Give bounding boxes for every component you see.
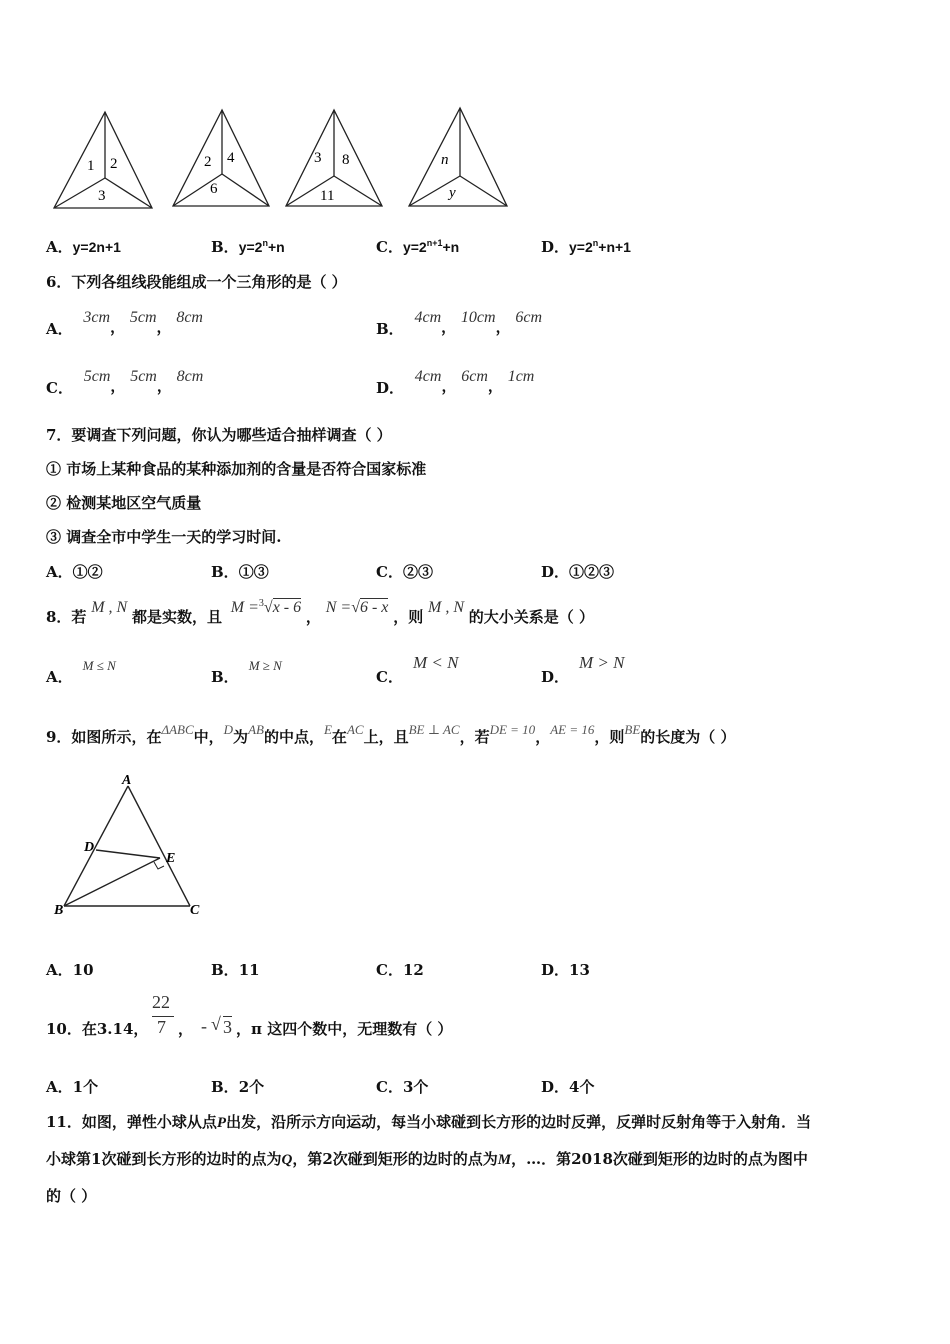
q6-option-a <box>46 306 203 338</box>
q6-stem: 6．下列各组线段能组成一个三角形的是（ ） <box>46 273 347 291</box>
option-label: A． <box>46 961 73 979</box>
length-a: 4cm <box>414 309 442 326</box>
option-text: 4个 <box>569 1078 595 1096</box>
q9-triangle-figure <box>50 772 210 922</box>
option-text: 2个 <box>238 1078 265 1096</box>
option-text: 10 <box>72 961 94 979</box>
q9-t1: 中， <box>193 728 224 746</box>
q8-eq-n: N = <box>325 599 352 616</box>
fig-label-d: D <box>84 840 95 855</box>
q9-t7: ，则 <box>594 728 625 746</box>
q11-text: 次碰到矩形的边时的点为 <box>332 1150 498 1168</box>
option-label: A． <box>46 563 73 581</box>
q8-option-c <box>376 652 459 686</box>
radical-icon: √ <box>263 599 273 616</box>
q8-rad-m: x - 6 <box>272 599 302 616</box>
fig4-a: n <box>441 152 449 168</box>
q11-text: ，…．第 <box>511 1150 572 1168</box>
segment-de <box>96 850 160 858</box>
fraction-numerator: 22 <box>152 992 170 1012</box>
option-label: C． <box>376 1078 403 1096</box>
option-text-post: +n <box>267 239 285 255</box>
option-label: C． <box>376 961 403 979</box>
q11-num: 2018 <box>571 1150 613 1168</box>
q11-point-m: M <box>497 1152 512 1168</box>
option-label: A． <box>46 238 73 256</box>
fig2-a: 2 <box>204 154 212 170</box>
length-c: 6cm <box>515 309 543 326</box>
q11-text: 11．如图，弹性小球从点 <box>46 1113 217 1131</box>
length-c: 8cm <box>176 368 204 385</box>
fig1-b: 2 <box>110 156 118 172</box>
option-text: 1个 <box>72 1078 99 1096</box>
triangle-figure-4 <box>409 108 507 206</box>
side-ab <box>64 786 128 906</box>
q9-ae: AE = 16 <box>550 722 595 737</box>
length-b: 6cm <box>461 368 488 385</box>
fig4-c: y <box>449 185 456 201</box>
q10-neg: - <box>201 1016 207 1036</box>
option-text: M < N <box>412 653 459 672</box>
q11-line-3: 的（ ） <box>46 1187 97 1205</box>
q9-option-c <box>376 959 424 980</box>
option-text: M > N <box>579 653 625 672</box>
triangle-figure-2 <box>173 110 269 206</box>
q9-option-a <box>46 959 94 980</box>
sep: ， <box>156 377 172 395</box>
q11-text: ，第 <box>292 1150 323 1168</box>
q11-line-2 <box>46 1148 808 1169</box>
q8-t2: ，则 <box>393 608 424 626</box>
option-label: B． <box>211 563 239 581</box>
option-label: D． <box>376 379 405 397</box>
q10-option-a <box>46 1076 98 1097</box>
option-label: A． <box>46 1078 73 1096</box>
q8-t1: 都是实数，且 <box>132 608 223 626</box>
option-label: B． <box>211 668 239 686</box>
q5-option-b <box>211 236 285 257</box>
option-text: 3个 <box>402 1078 429 1096</box>
q9-option-b <box>211 959 260 980</box>
q9-ab: AB <box>248 722 264 737</box>
radical-icon: √ <box>211 1014 221 1034</box>
option-label: B． <box>211 961 239 979</box>
sep: ， <box>110 377 126 395</box>
fig2-b: 4 <box>227 150 235 166</box>
length-a: 4cm <box>414 368 442 385</box>
q8-option-b <box>211 654 282 686</box>
option-text: 12 <box>402 961 424 979</box>
fig3-b: 8 <box>342 152 350 168</box>
option-text: ①②③ <box>569 563 615 581</box>
q10-t2: ，π 这四个数中，无理数有（ ） <box>236 1020 453 1038</box>
fig-label-c: C <box>190 903 200 918</box>
option-text: y=2 <box>238 239 263 255</box>
q10-option-d <box>541 1076 594 1097</box>
q11-text: 出发，沿所示方向运动，每当小球碰到长方形的边时反弹，反弹时反射角等于入射角．当 <box>226 1113 812 1131</box>
option-sup: n <box>592 238 599 248</box>
q7-item-2: ② 检测某地区空气质量 <box>46 494 202 512</box>
option-text-post: +n+1 <box>598 239 631 255</box>
q8-rad-n: 6 - x <box>359 599 389 616</box>
q9-t5: 上，且 <box>363 728 409 746</box>
q9-t2: 为 <box>233 728 249 746</box>
sep: ， <box>487 377 503 395</box>
q6-option-b <box>376 306 543 338</box>
q8-comma: ， <box>305 608 321 626</box>
fig-label-e: E <box>166 851 176 866</box>
fig-label-b: B <box>54 903 64 918</box>
option-text-post: +n <box>442 239 460 255</box>
fig3-a: 3 <box>314 150 322 166</box>
option-label: D． <box>541 1078 570 1096</box>
sep: ， <box>110 318 126 336</box>
q9-perp: BE ⊥ AC <box>408 722 460 737</box>
q7-item-3: ③ 调查全市中学生一天的学习时间. <box>46 528 282 546</box>
option-label: C． <box>376 668 403 686</box>
q11-point-q: Q <box>281 1152 293 1168</box>
q9-stem <box>46 718 736 746</box>
q9-t4: 在 <box>331 728 347 746</box>
option-text: y=2 <box>569 239 593 255</box>
option-sup: n <box>262 238 268 248</box>
length-b: 5cm <box>129 309 157 326</box>
q11-text: 次碰到矩形的边时的点为图中 <box>612 1150 808 1168</box>
right-angle-mark <box>154 862 164 869</box>
q7-option-d <box>541 561 614 582</box>
q11-num: 1 <box>91 1150 102 1168</box>
radical-icon: √ <box>351 599 360 616</box>
option-sup: n+1 <box>426 238 443 248</box>
q7-option-c <box>376 561 433 582</box>
length-a: 5cm <box>83 368 111 385</box>
q7-stem: 7．要调查下列问题，你认为哪些适合抽样调查（ ） <box>46 426 392 444</box>
q9-de: DE = 10 <box>489 722 536 737</box>
q9-d: D <box>223 722 234 737</box>
option-label: B． <box>211 1078 239 1096</box>
q9-comma: ， <box>535 728 551 746</box>
fig3-c: 11 <box>320 188 335 204</box>
option-text: 13 <box>569 961 590 979</box>
length-c: 1cm <box>507 368 535 385</box>
side-ac <box>128 786 190 906</box>
option-text: y=2n+1 <box>72 239 121 255</box>
q5-option-d <box>541 236 631 257</box>
q9-tri: ΔABC <box>161 722 194 737</box>
q7-option-b <box>211 561 269 582</box>
option-label: A． <box>46 320 73 338</box>
q10-option-b <box>211 1076 264 1097</box>
length-a: 3cm <box>83 309 111 326</box>
option-label: D． <box>541 668 570 686</box>
option-text: y=2 <box>402 239 427 255</box>
segment-be <box>64 858 160 906</box>
q8-num: 8．若 <box>46 608 87 626</box>
q11-point-p: P <box>216 1115 227 1131</box>
q9-t3: 的中点， <box>263 728 324 746</box>
q8-option-a <box>46 654 116 686</box>
sep: ， <box>495 318 511 336</box>
sep: ， <box>441 377 457 395</box>
q8-cube-index: 3 <box>258 598 264 609</box>
q10-t1: ， <box>178 1020 194 1038</box>
q11-text: 次碰到长方形的边时的点为 <box>101 1150 282 1168</box>
q8-option-d <box>541 652 625 686</box>
option-label: D． <box>541 961 570 979</box>
q5-figures <box>40 100 520 218</box>
q9-be: BE <box>624 722 641 737</box>
q7-item-1: ① 市场上某种食品的某种添加剂的含量是否符合国家标准 <box>46 460 427 478</box>
q5-option-c <box>376 236 459 257</box>
length-c: 8cm <box>176 309 203 326</box>
option-label: D． <box>541 563 570 581</box>
option-text: M ≥ N <box>248 658 282 673</box>
q7-option-a <box>46 561 103 582</box>
option-text: 11 <box>238 961 260 979</box>
q8-stem <box>46 596 594 626</box>
q8-mn: M , N <box>91 599 128 616</box>
fraction-denominator: 7 <box>157 1017 166 1037</box>
option-label: C． <box>376 563 403 581</box>
length-b: 5cm <box>130 368 157 385</box>
option-text: ①③ <box>238 563 269 581</box>
q10-rad: 3 <box>223 1017 232 1037</box>
option-label: A． <box>46 668 73 686</box>
fig-label-a: A <box>122 773 132 788</box>
option-label: D． <box>541 238 570 256</box>
q11-line-1 <box>46 1111 811 1132</box>
q9-t8: 的长度为（ ） <box>640 728 736 746</box>
option-label: C． <box>376 238 403 256</box>
q8-t3: 的大小关系是（ ） <box>468 608 594 626</box>
q10-option-c <box>376 1076 428 1097</box>
sep: ， <box>156 318 172 336</box>
q6-option-c <box>46 365 204 397</box>
fig1-a: 1 <box>87 158 95 174</box>
sep: ， <box>441 318 457 336</box>
q10-num: 10．在3.14， <box>46 1020 149 1038</box>
option-label: B． <box>376 320 404 338</box>
q9-option-d <box>541 959 590 980</box>
q11-text: 小球第 <box>46 1150 92 1168</box>
fig2-c: 6 <box>210 181 218 197</box>
q9-t6: ，若 <box>459 728 490 746</box>
q9-ac: AC <box>346 722 364 737</box>
option-text: ①② <box>72 563 103 581</box>
fig1-c: 3 <box>98 188 106 204</box>
q11-num: 2 <box>322 1150 333 1168</box>
option-label: C． <box>46 379 73 397</box>
q5-option-a <box>46 236 121 257</box>
q8-eq-m: M = <box>230 599 259 616</box>
option-label: B． <box>211 238 239 256</box>
option-text: M ≤ N <box>82 658 116 673</box>
q6-option-d <box>376 365 535 397</box>
q9-num: 9．如图所示，在 <box>46 728 162 746</box>
length-b: 10cm <box>460 309 496 326</box>
q8-mn-2: M , N <box>427 599 464 616</box>
option-text: ②③ <box>402 563 433 581</box>
q9-e: E <box>323 722 332 737</box>
